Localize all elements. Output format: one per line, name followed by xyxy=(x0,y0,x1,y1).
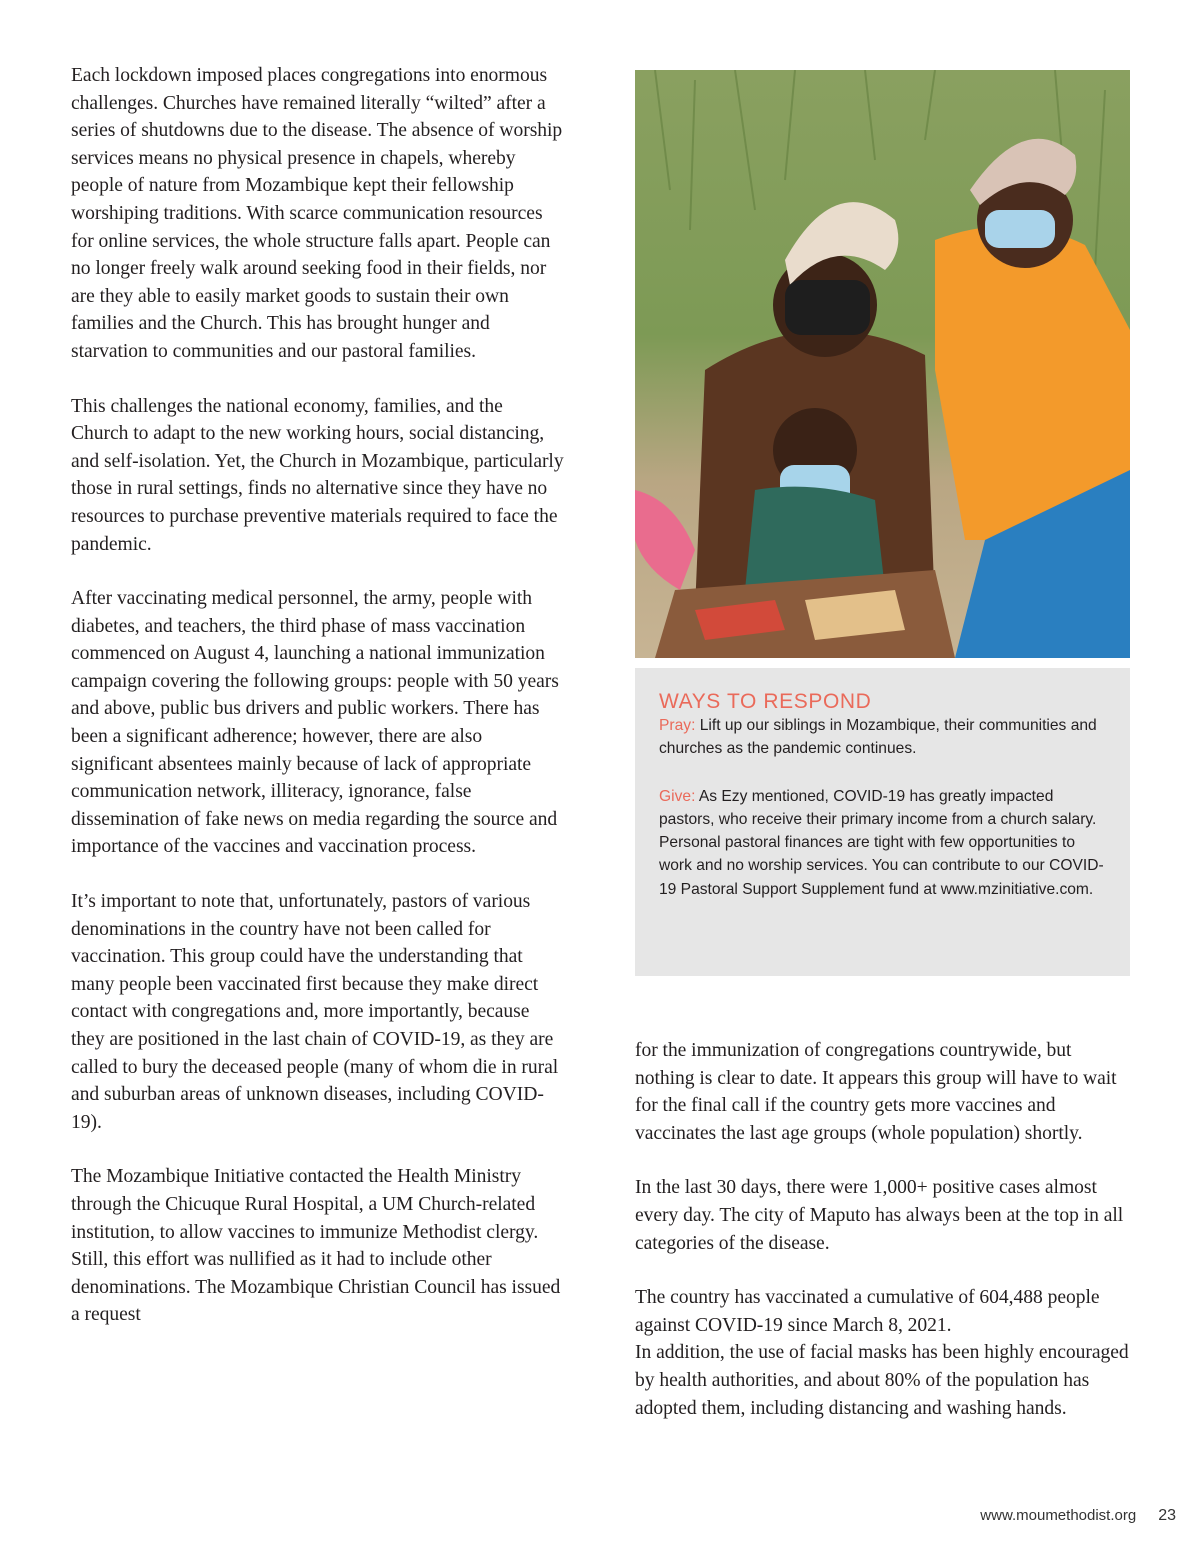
paragraph: It’s important to note that, unfortunately, pastors of various denominations in the country have not been called for vaccination. This group could have the understanding that many people been vaccinated first because they make direct contact with congregations and, more importantly, because they are positioned in the last chain of COVID-19, as they are called to bury the deceased people (many of whom die in rural and suburban areas of unknown diseases, including COVID-19). xyxy=(71,891,559,1133)
paragraph: for the immunization of congregations countrywide, but nothing is clear to date. It appears this group will have to wait for the final call if the country gets more vaccines and vaccinates the last age groups (whole population) shortly. xyxy=(635,1040,1117,1144)
left-column xyxy=(71,62,565,1356)
sidebar-title: WAYS TO RESPOND xyxy=(659,690,872,713)
paragraph: This challenges the national economy, families, and the Church to adapt to the new working hours, social distancing, and self-isolation. Yet, the Church in Mozambique, particularly those in rural settings, finds no alternative since they have no resources to purchase preventive materials required to face the pandemic. xyxy=(71,395,564,555)
pray-label: Pray: xyxy=(659,717,696,734)
give-label: Give: xyxy=(659,787,696,805)
right-column xyxy=(635,1037,1130,1449)
paragraph: The Mozambique Initiative contacted the Health Ministry through the Chicuque Rural Hospital, a UM Church-related institution, to allow vaccines to immunize Methodist clergy. Still, this effort was nullified as it had to include other denominations. The Mozambique Christian Council has issued a request xyxy=(71,1166,561,1326)
ways-to-respond-box xyxy=(635,668,1130,976)
give-paragraph xyxy=(659,785,1110,901)
photo-women-and-child-with-masks xyxy=(635,70,1130,658)
footer-website: www.moumethodist.org xyxy=(980,1507,1137,1524)
paragraph: In addition, the use of facial masks has been highly encouraged by health authorities, and about 80% of the population has adopted them, including distancing and washing hands. xyxy=(635,1342,1129,1419)
pray-text: Lift up our siblings in Mozambique, their communities and churches as the pandemic continues. xyxy=(659,717,1097,758)
paragraph: Each lockdown imposed places congregations into enormous challenges. Churches have remained literally “wilted” after a series of shutdowns due to the disease. The absence of worship services means no physical presence in chapels, whereby people of nature from Mozambique kept their fellowship worshiping traditions. With scarce communication resources for online services, the whole structure falls apart. People can no longer freely walk around seeking food in their fields, nor are they able to easily market goods to sustain their own families and the Church. This has brought hunger and starvation to communities and our pastoral families. xyxy=(71,65,563,362)
pray-paragraph xyxy=(659,714,1110,761)
paragraph: The country has vaccinated a cumulative of 604,488 people against COVID-19 since March 8, 2021. xyxy=(635,1287,1100,1336)
page-number: 23 xyxy=(1158,1507,1176,1524)
paragraph: In the last 30 days, there were 1,000+ positive cases almost every day. The city of Maputo has always been at the top in all categories of the disease. xyxy=(635,1177,1124,1254)
paragraph: After vaccinating medical personnel, the army, people with diabetes, and teachers, the third phase of mass vaccination commenced on August 4, launching a national immunization campaign covering the following groups: people with 50 years and above, public bus drivers and public workers. There has been a significant adherence; however, there are also significant absentees mainly because of lack of appropriate communication network, illiteracy, ignorance, false dissemination of fake news on media regarding the source and importance of the vaccines and vaccination process. xyxy=(71,588,559,858)
page-footer xyxy=(980,1507,1176,1525)
give-text: As Ezy mentioned, COVID-19 has greatly impacted pastors, who receive their primary income from a church salary. Personal pastoral finances are tight with few opportunities to work and no worship services. You can contribute to our COVID-19 Pastoral Support Supplement fund at www.mzinitiative.com. xyxy=(659,787,1104,898)
